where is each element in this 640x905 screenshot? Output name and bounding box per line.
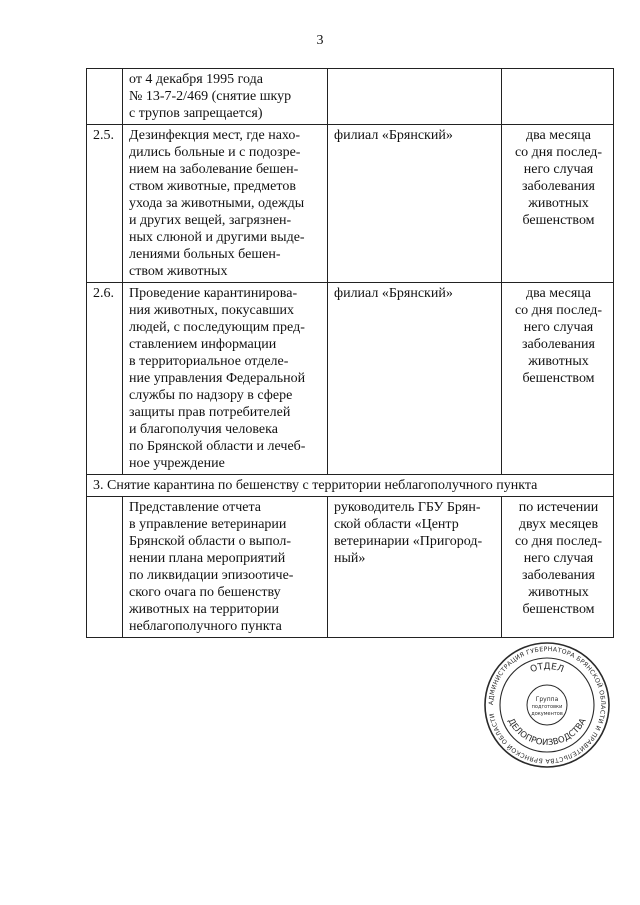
action-line: неблагополучного пункта xyxy=(129,619,282,634)
responsible-line: ный» xyxy=(334,551,366,566)
responsible-line: ветеринарии «Пригород- xyxy=(334,534,483,549)
stamp-inner-line: подготовки xyxy=(531,704,563,710)
action-line: по Брянской области и лечеб- xyxy=(129,439,306,454)
action-line: Дезинфекция мест, где нахо- xyxy=(129,128,301,143)
responsible-line: ской области «Центр xyxy=(334,517,459,532)
action-line: ных слюной и другими выде- xyxy=(129,230,305,245)
action-line: нении плана мероприятий xyxy=(129,551,286,566)
term-line: бешенством xyxy=(522,371,595,386)
term-line: животных xyxy=(528,585,589,600)
stamp-bottom-text xyxy=(505,717,588,748)
responsible-cell: филиал «Брянский» xyxy=(328,125,502,283)
office-stamp xyxy=(482,640,612,770)
page-number: 3 xyxy=(316,33,324,48)
row-number: 2.5. xyxy=(87,125,123,283)
action-line: ством животных xyxy=(129,264,228,279)
section-heading-row xyxy=(87,475,614,497)
term-cell xyxy=(502,497,614,638)
action-line: животных на территории xyxy=(129,602,279,617)
action-cell xyxy=(123,125,328,283)
action-cell xyxy=(123,497,328,638)
action-line: ством животные, предметов xyxy=(129,179,296,194)
action-cell xyxy=(123,283,328,475)
action-line: Представление отчета xyxy=(129,500,261,515)
term-line: заболевания xyxy=(522,568,595,583)
stamp-top-text-path: ОТДЕЛ xyxy=(529,661,565,676)
action-line: и благополучия человека xyxy=(129,422,278,437)
action-line: с трупов запрещается) xyxy=(129,106,263,121)
term-line: по истечении xyxy=(518,500,599,515)
term-line: заболевания xyxy=(522,337,595,352)
action-line: ное учреждение xyxy=(129,456,225,471)
responsible-line: руководитель ГБУ Брян- xyxy=(334,500,481,515)
row-number xyxy=(87,69,123,125)
action-line: ухода за животными, одежды xyxy=(129,196,305,211)
row-number xyxy=(87,497,123,638)
table-row xyxy=(87,125,614,283)
term-line: бешенством xyxy=(522,602,595,617)
action-line: и других вещей, загрязнен- xyxy=(129,213,292,228)
measures-table xyxy=(86,68,614,638)
stamp-bottom-text-path: ДЕЛОПРОИЗВОДСТВА xyxy=(505,716,589,749)
action-line: в территориальное отделе- xyxy=(129,354,289,369)
action-line: № 13-7-2/469 (снятие шкур xyxy=(129,89,292,104)
stamp-ring-text-path: АДМИНИСТРАЦИЯ ГУБЕРНАТОРА БРЯНСКОЙ ОБЛАСТИ И ПРАВИТЕЛЬСТВА БРЯНСКОЙ ОБЛАСТИ xyxy=(487,645,607,765)
term-line: животных xyxy=(528,196,589,211)
term-line: двух месяцев xyxy=(518,517,599,532)
term-cell xyxy=(502,69,614,125)
row-number: 2.6. xyxy=(87,283,123,475)
responsible-cell xyxy=(328,497,502,638)
action-line: Проведение карантинирова- xyxy=(129,286,298,301)
term-line: животных xyxy=(528,354,589,369)
term-line: него случая xyxy=(523,162,594,177)
table-row xyxy=(87,69,614,125)
action-line: защиты прав потребителей xyxy=(129,405,291,420)
action-line: Брянской области о выпол- xyxy=(129,534,292,549)
responsible-cell xyxy=(328,69,502,125)
action-line: ние управления Федеральной xyxy=(129,371,306,386)
term-cell xyxy=(502,283,614,475)
action-line: лениями больных бешен- xyxy=(129,247,281,262)
stamp-inner-line: документов xyxy=(531,711,563,717)
stamp-top-text xyxy=(529,662,565,675)
action-line: ния животных, покусавших xyxy=(129,303,295,318)
table-row xyxy=(87,283,614,475)
stamp-inner-line: Группа xyxy=(535,696,559,703)
action-line: нием на заболевание бешен- xyxy=(129,162,299,177)
responsible-cell: филиал «Брянский» xyxy=(328,283,502,475)
action-line: по ликвидации эпизоотиче- xyxy=(129,568,294,583)
action-line: ставлением информации xyxy=(129,337,277,352)
term-cell xyxy=(502,125,614,283)
action-line: людей, с последующим пред- xyxy=(129,320,305,335)
term-line: со дня послед- xyxy=(514,534,603,549)
action-line: дились больные и с подозре- xyxy=(129,145,301,160)
action-line: в управление ветеринарии xyxy=(129,517,287,532)
term-line: со дня послед- xyxy=(514,145,603,160)
action-line: от 4 декабря 1995 года xyxy=(129,72,263,87)
term-line: заболевания xyxy=(522,179,595,194)
table-row xyxy=(87,497,614,638)
term-line: него случая xyxy=(523,551,594,566)
term-line: со дня послед- xyxy=(514,303,603,318)
term-line: него случая xyxy=(523,320,594,335)
section-title: 3. Снятие карантина по бешенству с территории неблагополучного пункта xyxy=(87,475,614,497)
action-cell xyxy=(123,69,328,125)
term-line: два месяца xyxy=(525,286,592,301)
action-line: ского очага по бешенству xyxy=(129,585,281,600)
term-line: бешенством xyxy=(522,213,595,228)
action-line: службы по надзору в сфере xyxy=(129,388,293,403)
term-line: два месяца xyxy=(525,128,592,143)
